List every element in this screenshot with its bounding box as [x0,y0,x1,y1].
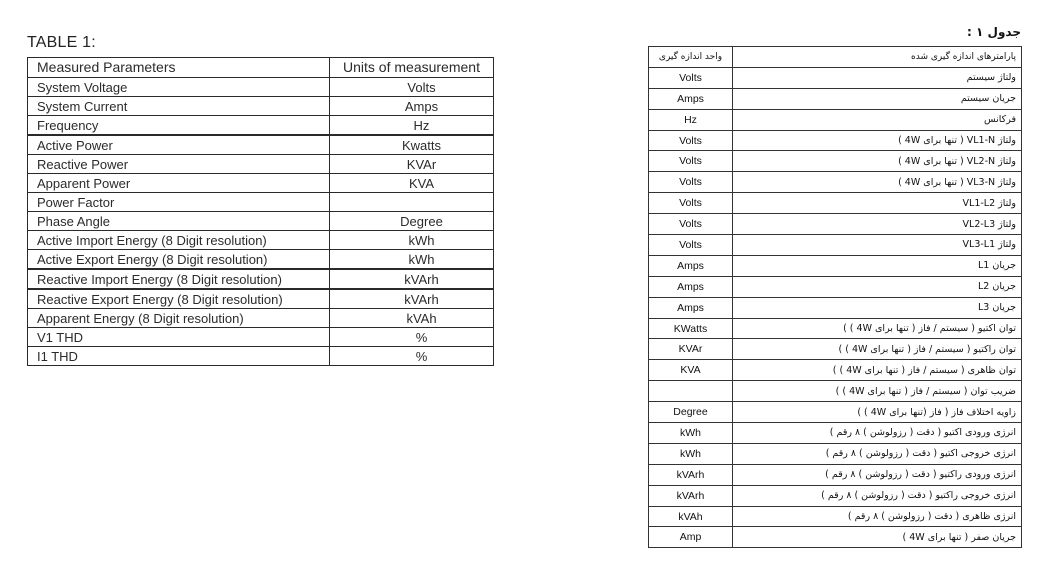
unit-cell: Amps [649,297,733,318]
param-cell: Reactive Export Energy (8 Digit resolution) [28,289,330,309]
param-cell: Active Power [28,135,330,155]
table-row [28,231,494,250]
unit-cell: kWh [330,250,494,270]
param-cell: ضریب توان ( سیستم / فاز ( تنها برای 4W ) ) [733,381,1022,402]
unit-cell: KWatts [649,318,733,339]
unit-cell: Amps [330,97,494,116]
unit-cell: kVAh [330,309,494,328]
unit-cell: Amp [649,527,733,548]
unit-cell: kVArh [649,464,733,485]
param-cell: توان اکتیو ( سیستم / فاز ( تنها برای 4W ) ) [733,318,1022,339]
table-row [28,116,494,136]
unit-cell: Degree [649,402,733,423]
table-row [28,155,494,174]
param-cell: ولتاژ VL2-L3 [733,214,1022,235]
unit-cell: kVArh [649,485,733,506]
unit-cell: Amps [649,276,733,297]
param-cell: Power Factor [28,193,330,212]
unit-cell: KVA [330,174,494,193]
param-cell: انرژی خروجی راکتیو ( دقت ( رزولوشن ) ۸ رقم ) [733,485,1022,506]
table-row [649,318,1022,339]
param-cell: زاویه اختلاف فاز ( فاز (تنها برای 4W ) ) [733,402,1022,423]
unit-cell: Volts [649,151,733,172]
table-row [649,109,1022,130]
unit-cell: kWh [330,231,494,250]
table-row [649,402,1022,423]
table-row [649,443,1022,464]
param-cell: ولتاژ سیستم [733,67,1022,88]
param-cell: ولتاژ VL3-L1 [733,235,1022,256]
param-cell: توان ظاهری ( سیستم / فاز ( تنها برای 4W ) ) [733,360,1022,381]
table-row [649,381,1022,402]
table-row [649,67,1022,88]
param-cell: Apparent Energy (8 Digit resolution) [28,309,330,328]
right-header-unit: واحد اندازه گیری [649,47,733,68]
table-row [649,423,1022,444]
unit-cell: Volts [649,67,733,88]
table-row [649,214,1022,235]
unit-cell: Hz [649,109,733,130]
table-row [649,130,1022,151]
param-cell: Active Export Energy (8 Digit resolution) [28,250,330,270]
table-row [649,360,1022,381]
param-cell: ولتاژ VL1-N ( تنها برای 4W ) [733,130,1022,151]
param-cell: جریان L1 [733,255,1022,276]
table-row [28,250,494,270]
table-row [28,347,494,366]
unit-cell: kVArh [330,269,494,289]
unit-cell [649,381,733,402]
left-header-param: Measured Parameters [28,58,330,78]
table-row [649,235,1022,256]
unit-cell: Volts [649,172,733,193]
unit-cell: % [330,347,494,366]
table-row [649,527,1022,548]
table-row [649,151,1022,172]
table-row [28,269,494,289]
unit-cell: Volts [330,78,494,97]
param-cell: انرژی ظاهری ( دقت ( رزولوشن ) ۸ رقم ) [733,506,1022,527]
table-row [649,276,1022,297]
param-cell: جریان L3 [733,297,1022,318]
param-cell: جریان صفر ( تنها برای 4W ) [733,527,1022,548]
table-row [649,297,1022,318]
unit-cell: KVAr [649,339,733,360]
unit-cell: Hz [330,116,494,136]
unit-cell: Kwatts [330,135,494,155]
unit-cell: KVA [649,360,733,381]
param-cell: Phase Angle [28,212,330,231]
param-cell: ولتاژ VL2-N ( تنها برای 4W ) [733,151,1022,172]
table-row [649,193,1022,214]
param-cell: Frequency [28,116,330,136]
left-table-header-row [28,58,494,78]
unit-cell: kWh [649,423,733,444]
table-row [649,464,1022,485]
unit-cell: % [330,328,494,347]
param-cell: انرژی ورودی راکتیو ( دقت ( رزولوشن ) ۸ رقم ) [733,464,1022,485]
param-cell: Active Import Energy (8 Digit resolution) [28,231,330,250]
param-cell: توان راکتیو ( سیستم / فاز ( تنها برای 4W ) ) [733,339,1022,360]
param-cell: ولتاژ VL1-L2 [733,193,1022,214]
right-table-header-row [649,47,1022,68]
table-row [28,135,494,155]
right-table-title: جدول ۱ : [967,25,1021,39]
param-cell: Reactive Import Energy (8 Digit resolution) [28,269,330,289]
unit-cell: kWh [649,443,733,464]
table-row [649,172,1022,193]
unit-cell: Volts [649,130,733,151]
unit-cell: kVArh [330,289,494,309]
param-cell: System Current [28,97,330,116]
unit-cell: Amps [649,88,733,109]
param-cell: I1 THD [28,347,330,366]
table-row [28,212,494,231]
right-header-param: پارامترهای اندازه گیری شده [733,47,1022,68]
table-row [649,506,1022,527]
table-row [28,289,494,309]
param-cell: System Voltage [28,78,330,97]
table-row [28,328,494,347]
param-cell: جریان سیستم [733,88,1022,109]
param-cell: V1 THD [28,328,330,347]
table-row [28,78,494,97]
unit-cell: Volts [649,214,733,235]
unit-cell: kVAh [649,506,733,527]
table-row [649,88,1022,109]
unit-cell: Degree [330,212,494,231]
param-cell: ولتاژ VL3-N ( تنها برای 4W ) [733,172,1022,193]
table-row [28,97,494,116]
param-cell: انرژی ورودی اکتیو ( دقت ( رزولوشن ) ۸ رقم ) [733,423,1022,444]
param-cell: انرژی خروجی اکتیو ( دقت ( رزولوشن ) ۸ رقم ) [733,443,1022,464]
unit-cell [330,193,494,212]
table-row [28,193,494,212]
unit-cell: KVAr [330,155,494,174]
unit-cell: Volts [649,235,733,256]
left-measurement-table [27,57,494,366]
param-cell: Reactive Power [28,155,330,174]
param-cell: فرکانس [733,109,1022,130]
table-row [28,174,494,193]
unit-cell: Volts [649,193,733,214]
unit-cell: Amps [649,255,733,276]
table-row [28,309,494,328]
table-row [649,255,1022,276]
param-cell: Apparent Power [28,174,330,193]
param-cell: جریان L2 [733,276,1022,297]
table-row [649,485,1022,506]
left-table-title: TABLE 1: [27,34,96,51]
right-measurement-table [648,46,1022,548]
left-header-unit: Units of measurement [330,58,494,78]
table-row [649,339,1022,360]
